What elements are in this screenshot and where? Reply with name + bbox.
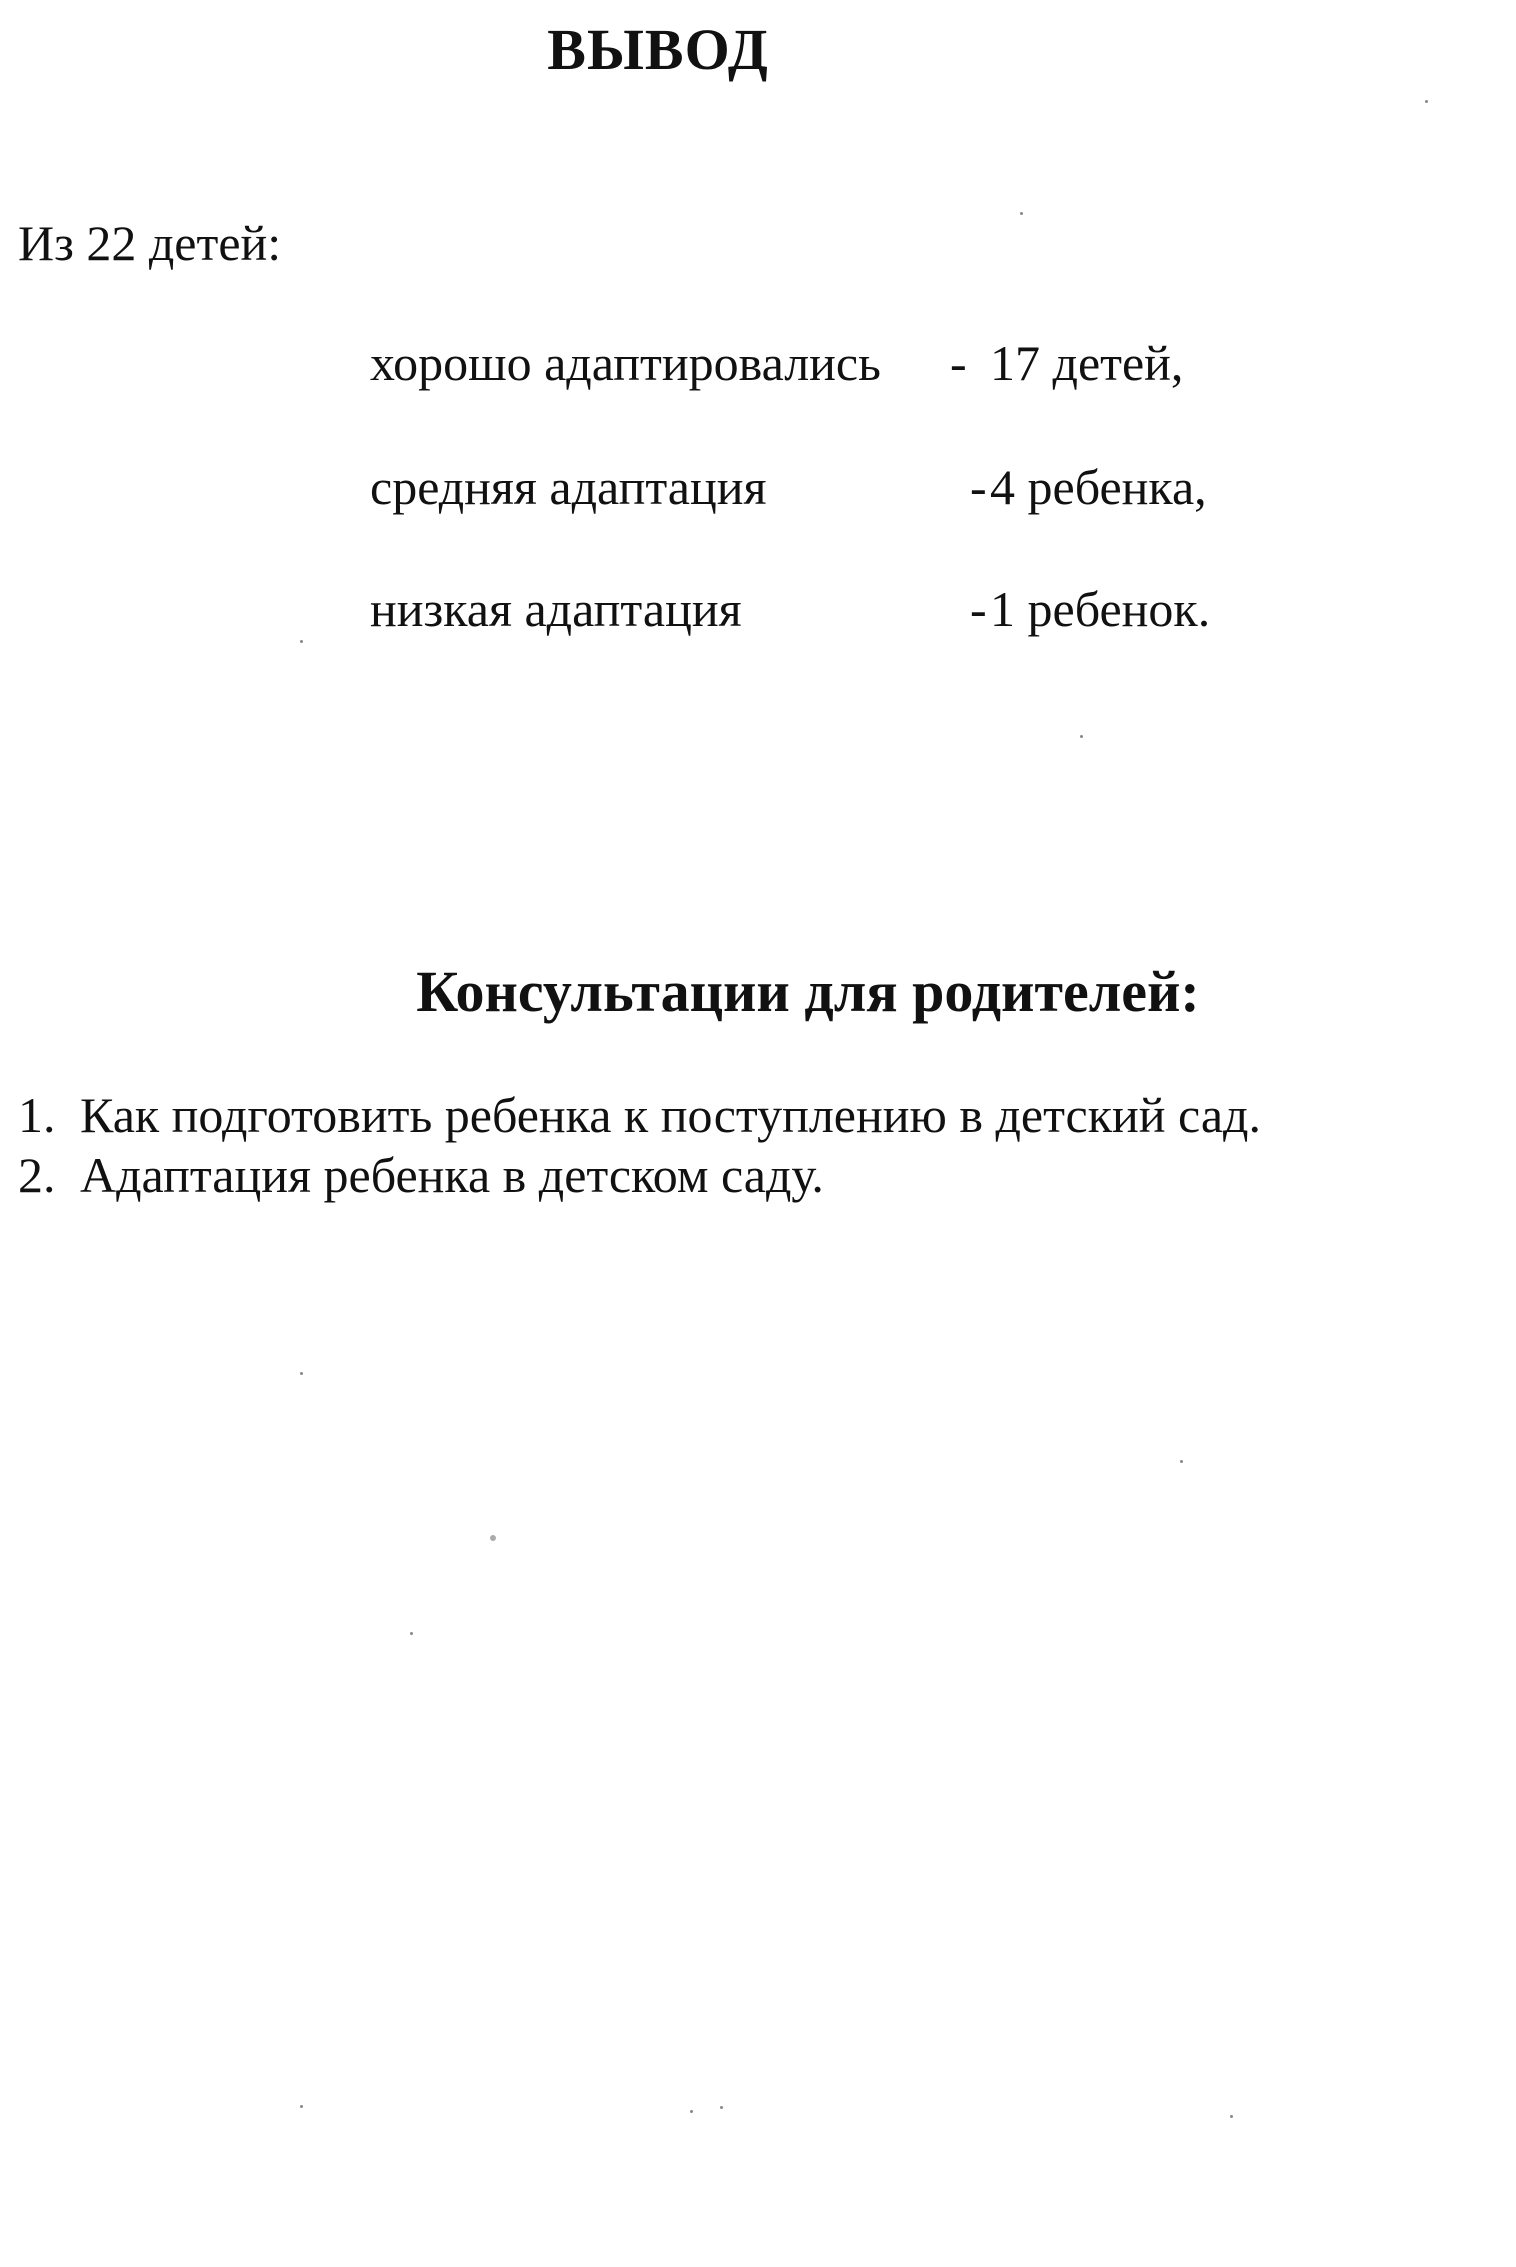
stat-dash: -	[970, 581, 987, 637]
scan-speck	[1180, 1460, 1183, 1463]
stat-label: хорошо адаптировались	[370, 335, 881, 391]
consultations-list	[18, 1085, 1308, 1205]
scan-speck	[690, 2110, 693, 2113]
scan-speck	[410, 1632, 413, 1635]
intro-text: Из 22 детей:	[18, 215, 282, 271]
scan-speck	[1230, 2115, 1233, 2118]
list-item-number: 1.	[18, 1087, 56, 1143]
scan-speck	[1425, 100, 1428, 103]
consultations-title: Консультации для родителей:	[416, 959, 1200, 1024]
stat-value: 4 ребенка,	[990, 459, 1207, 515]
scan-speck	[300, 2105, 303, 2108]
stat-label: средняя адаптация	[370, 459, 767, 515]
stat-dash: -	[970, 459, 987, 515]
list-item	[18, 1145, 1308, 1205]
list-item	[18, 1085, 1308, 1145]
list-item-text: Как подготовить ребенка к поступлению в детский сад.	[80, 1087, 1261, 1143]
scan-speck	[1080, 735, 1083, 738]
stat-value: 1 ребенок.	[990, 581, 1211, 637]
stat-value: 17 детей,	[990, 335, 1184, 391]
scan-speck	[490, 1535, 496, 1541]
list-item-text: Адаптация ребенка в детском саду.	[80, 1147, 824, 1203]
stat-dash: -	[950, 335, 967, 391]
scan-speck	[300, 640, 303, 643]
scan-speck	[720, 2106, 723, 2109]
scan-speck	[1020, 212, 1023, 215]
scan-speck	[300, 1372, 303, 1375]
page-title: ВЫВОД	[547, 17, 769, 82]
list-item-number: 2.	[18, 1147, 56, 1203]
stat-label: низкая адаптация	[370, 581, 742, 637]
